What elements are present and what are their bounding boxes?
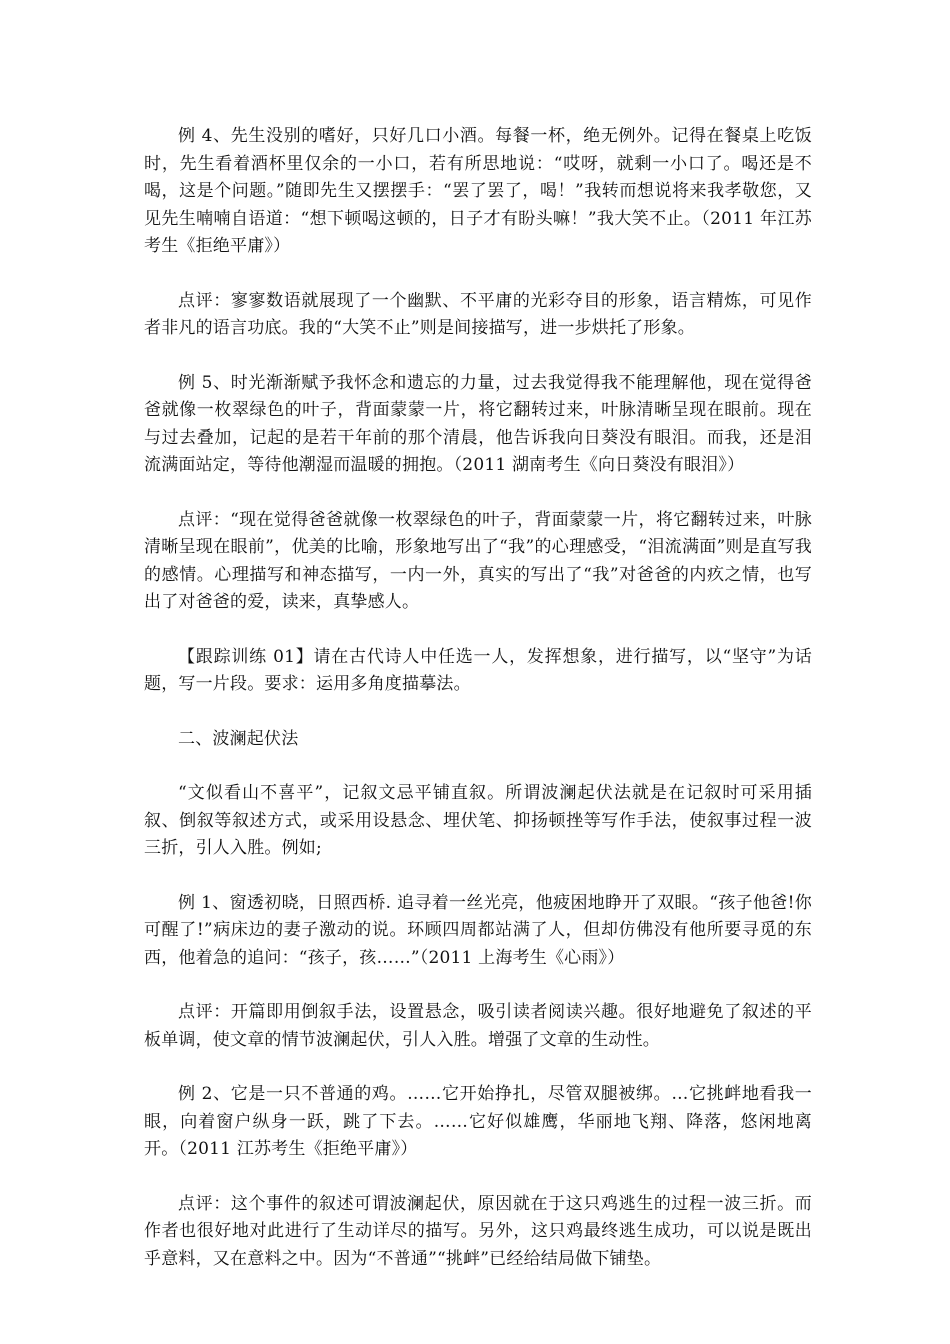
example-1-paragraph: 例 1、窗透初晓，日照西桥. 追寻着一丝光亮，他疲困地睁开了双眼。“孩子他爸!你可醒了!”病床边的妻子激动的说。环顾四周都站满了人，但却仿佛没有他所要寻觅的东西，他着急的追问：“孩子，孩……”（2011 上海考生《心雨》） bbox=[144, 892, 812, 968]
comment-2-paragraph: 点评：这个事件的叙述可谓波澜起伏，原因就在于这只鸡逃生的过程一波三折。而作者也很好地对此进行了生动详尽的描写。另外，这只鸡最终逃生成功，可以说是既出乎意料，又在意料之中。因为“不普通”“挑衅”已经给结局做下铺垫。 bbox=[144, 1193, 812, 1269]
section-heading: 二、波澜起伏法 bbox=[178, 728, 299, 749]
section-intro-paragraph: “文似看山不喜平”，记叙文忌平铺直叙。所谓波澜起伏法就是在记叙时可采用插叙、倒叙等叙述方式，或采用设悬念、埋伏笔、抑扬顿挫等写作手法，使叙事过程一波三折，引人入胜。例如; bbox=[144, 783, 812, 858]
example-5-paragraph: 例 5、时光渐渐赋予我怀念和遗忘的力量，过去我觉得我不能理解他，现在觉得爸爸就像一枚翠绿色的叶子，背面蒙蒙一片，将它翻转过来，叶脉清晰呈现在眼前。现在与过去叠加，记起的是若干年前的那个清晨，他告诉我向日葵没有眼泪。而我，还是泪流满面站定，等待他潮湿而温暖的拥抱。（2011 湖南考生《向日葵没有眼泪》） bbox=[144, 372, 812, 475]
example-2-paragraph: 例 2、它是一只不普通的鸡。……它开始挣扎，尽管双腿被绑。…它挑衅地看我一眼，向着窗户纵身一跃，跳了下去。……它好似雄鹰，华丽地飞翔、降落，悠闲地离开。（2011 江苏考生《拒绝平庸》） bbox=[144, 1084, 812, 1159]
comment-5-paragraph: 点评：“现在觉得爸爸就像一枚翠绿色的叶子，背面蒙蒙一片，将它翻转过来，叶脉清晰呈现在眼前”，优美的比喻，形象地写出了“我”的心理感受，“泪流满面”则是直写我的感情。心理描写和神态描写，一内一外，真实的写出了“我”对爸爸的内疚之情，也写出了对爸爸的爱，读来，真挚感人。 bbox=[144, 509, 812, 612]
comment-4-paragraph: 点评：寥寥数语就展现了一个幽默、不平庸的光彩夺目的形象，语言精炼，可见作者非凡的语言功底。我的“大笑不止”则是间接描写，进一步烘托了形象。 bbox=[144, 290, 812, 338]
training-exercise-paragraph: 【跟踪训练 01】请在古代诗人中任选一人，发挥想象，进行描写，以“坚守”为话题，写一片段。要求：运用多角度描摹法。 bbox=[144, 646, 812, 694]
document-page bbox=[144, 123, 812, 1300]
comment-1-paragraph: 点评：开篇即用倒叙手法，设置悬念，吸引读者阅读兴趣。很好地避免了叙述的平板单调，使文章的情节波澜起伏，引人入胜。增强了文章的生动性。 bbox=[144, 1002, 812, 1050]
example-4-paragraph: 例 4、先生没别的嗜好，只好几口小酒。每餐一杯，绝无例外。记得在餐桌上吃饭时，先生看着酒杯里仅余的一小口，若有所思地说：“哎呀，就剩一小口了。喝还是不喝，这是个问题。”随即先生又摆摆手：“罢了罢了，喝！”我转而想说将来我孝敬您，又见先生喃喃自语道：“想下顿喝这顿的，日子才有盼头嘛！”我大笑不止。（2011 年江苏考生《拒绝平庸》） bbox=[144, 126, 812, 256]
